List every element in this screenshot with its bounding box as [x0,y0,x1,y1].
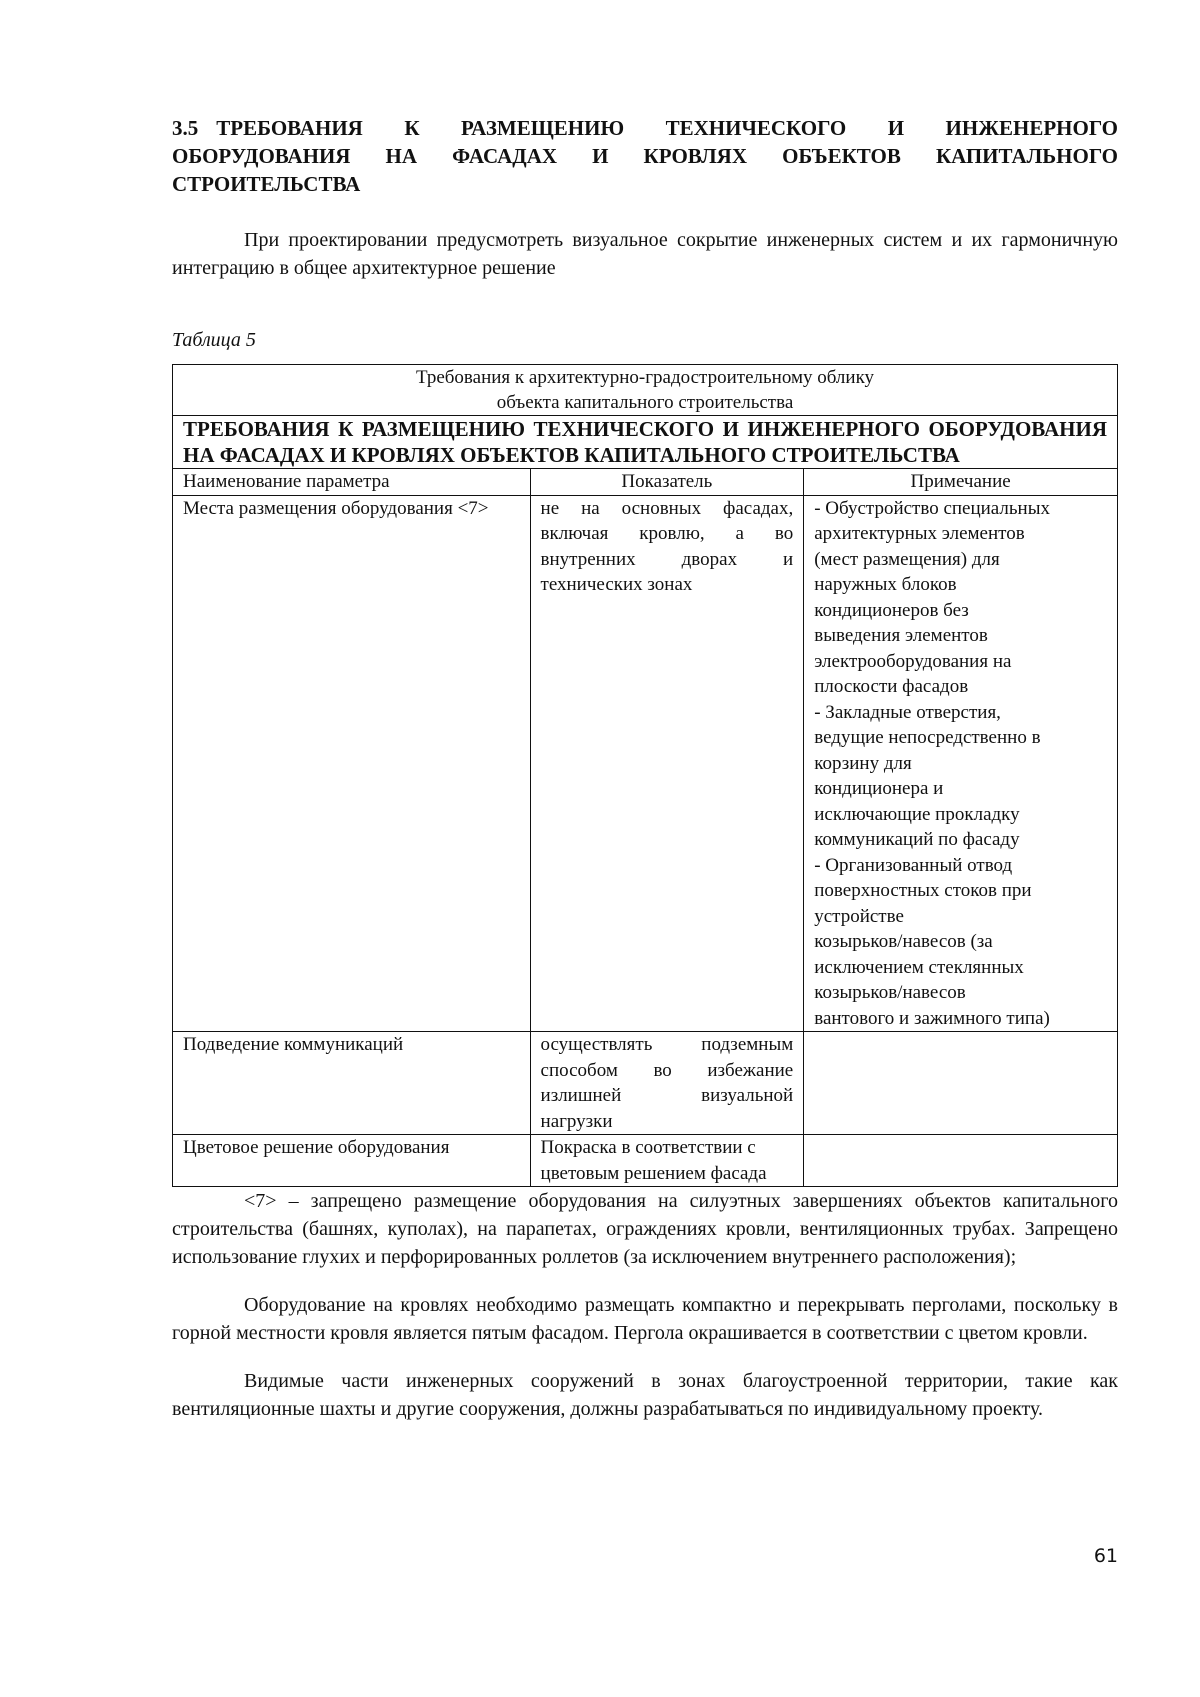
cell-value [530,1032,804,1135]
note-line: корзину для [814,752,912,774]
note-line: - Организованный отвод [814,854,1013,876]
note-line: - Обустройство специальных [814,497,1050,519]
cell-param [173,1135,531,1187]
requirements-table [172,364,1118,1187]
note-line: - Закладные отверстия, [814,701,1001,723]
note-line: коммуникаций по фасаду [814,829,1020,850]
note-line: (мест размещения) для [814,548,1000,570]
note-line: архитектурных элементов [814,523,1025,544]
note-line: плоскости фасадов [814,676,969,697]
note-line: кондиционера и [814,778,944,799]
note-line: козырьков/навесов (за [814,931,993,952]
cell-note [804,1135,1118,1187]
engineering-structures-paragraph: Видимые части инженерных сооружений в зонах благоустроенной территории, такие как вентиляционные шахты и другие сооружения, должны разрабатываться по индивидуальному проекту. [172,1370,1118,1420]
note-line: поверхностных стоков при [814,880,1032,901]
table-row [173,1032,1118,1135]
cell-note [804,495,1118,1032]
cell-param [173,1032,531,1135]
table-caption-line-2: объекта капитального строительства [496,392,794,413]
section-heading [172,114,1118,198]
table-header-row [173,469,1118,496]
note-line: исключающие прокладку [814,803,1020,825]
note-line: козырьков/навесов [814,982,966,1003]
table-bold-title: ТРЕБОВАНИЯ К РАЗМЕЩЕНИЮ ТЕХНИЧЕСКОГО И ИНЖЕНЕРНОГО ОБОРУДОВАНИЯ НА ФАСАДАХ И КРОВЛЯХ ОБЪЕКТОВ КАПИТАЛЬНОГО СТРОИТЕЛЬСТВА [173,416,1118,469]
note-line: устройстве [814,905,904,927]
column-header-param: Наименование параметра [173,469,531,496]
cell-param-text: Цветовое решение оборудования [183,1137,450,1158]
column-header-note: Примечание [804,469,1118,496]
page-content [172,114,1118,1423]
cell-param-text: Места размещения оборудования <7> [183,497,489,519]
cell-param-text: Подведение коммуникаций [183,1034,404,1055]
column-header-value: Показатель [530,469,804,496]
cell-value-text: осуществлять подземным способом во избежание излишней визуальной нагрузки [540,1034,794,1132]
footnote-paragraph: <7> – запрещено размещение оборудования на силуэтных завершениях объектов капитального строительства (башнях, куполах), на парапетах, ограждениях кровли, вентиляционных трубах. Запрещено использование глухих и перфорированных роллетов (за исключением внутреннего расположения); [172,1190,1118,1268]
cell-value-text: Покраска в соответствии с цветовым решением фасада [540,1137,767,1184]
table-caption-row [173,365,1118,416]
note-line: электрооборудования на [814,650,1012,672]
intro-paragraph: При проектировании предусмотреть визуальное сокрытие инженерных систем и их гармоничную интеграцию в общее архитектурное решение [172,229,1118,279]
cell-param [173,495,531,1032]
table-caption-cell [173,365,1118,416]
note-line: ведущие непосредственно в [814,727,1041,748]
cell-value [530,495,804,1032]
roof-equipment-paragraph: Оборудование на кровлях необходимо размещать компактно и перекрывать перголами, поскольку в горной местности кровля является пятым фасадом. Пергола окрашивается в соответствии с цветом кровли. [172,1294,1118,1344]
section-number: 3.5 [172,116,199,140]
cell-value [530,1135,804,1187]
table-title-row [173,416,1118,469]
note-line: выведения элементов [814,625,988,646]
note-line: исключением стеклянных [814,956,1024,978]
note-line: вантового и зажимного типа) [814,1007,1050,1029]
table-row [173,495,1118,1032]
note-line: кондиционеров без [814,599,969,621]
table-row [173,1135,1118,1187]
note-line: наружных блоков [814,574,957,595]
section-title: ТРЕБОВАНИЯ К РАЗМЕЩЕНИЮ ТЕХНИЧЕСКОГО И ИНЖЕНЕРНОГО ОБОРУДОВАНИЯ НА ФАСАДАХ И КРОВЛЯХ ОБЪЕКТОВ КАПИТАЛЬНОГО СТРОИТЕЛЬСТВА [172,116,1118,196]
table-caption-line-1: Требования к архитектурно-градостроительному облику [415,367,875,388]
table-label: Таблица 5 [172,329,256,351]
cell-note [804,1032,1118,1135]
cell-value-text: не на основных фасадах, включая кровлю, а во внутренних дворах и технических зонах [540,497,794,595]
page-number: 61 [1093,1545,1118,1567]
